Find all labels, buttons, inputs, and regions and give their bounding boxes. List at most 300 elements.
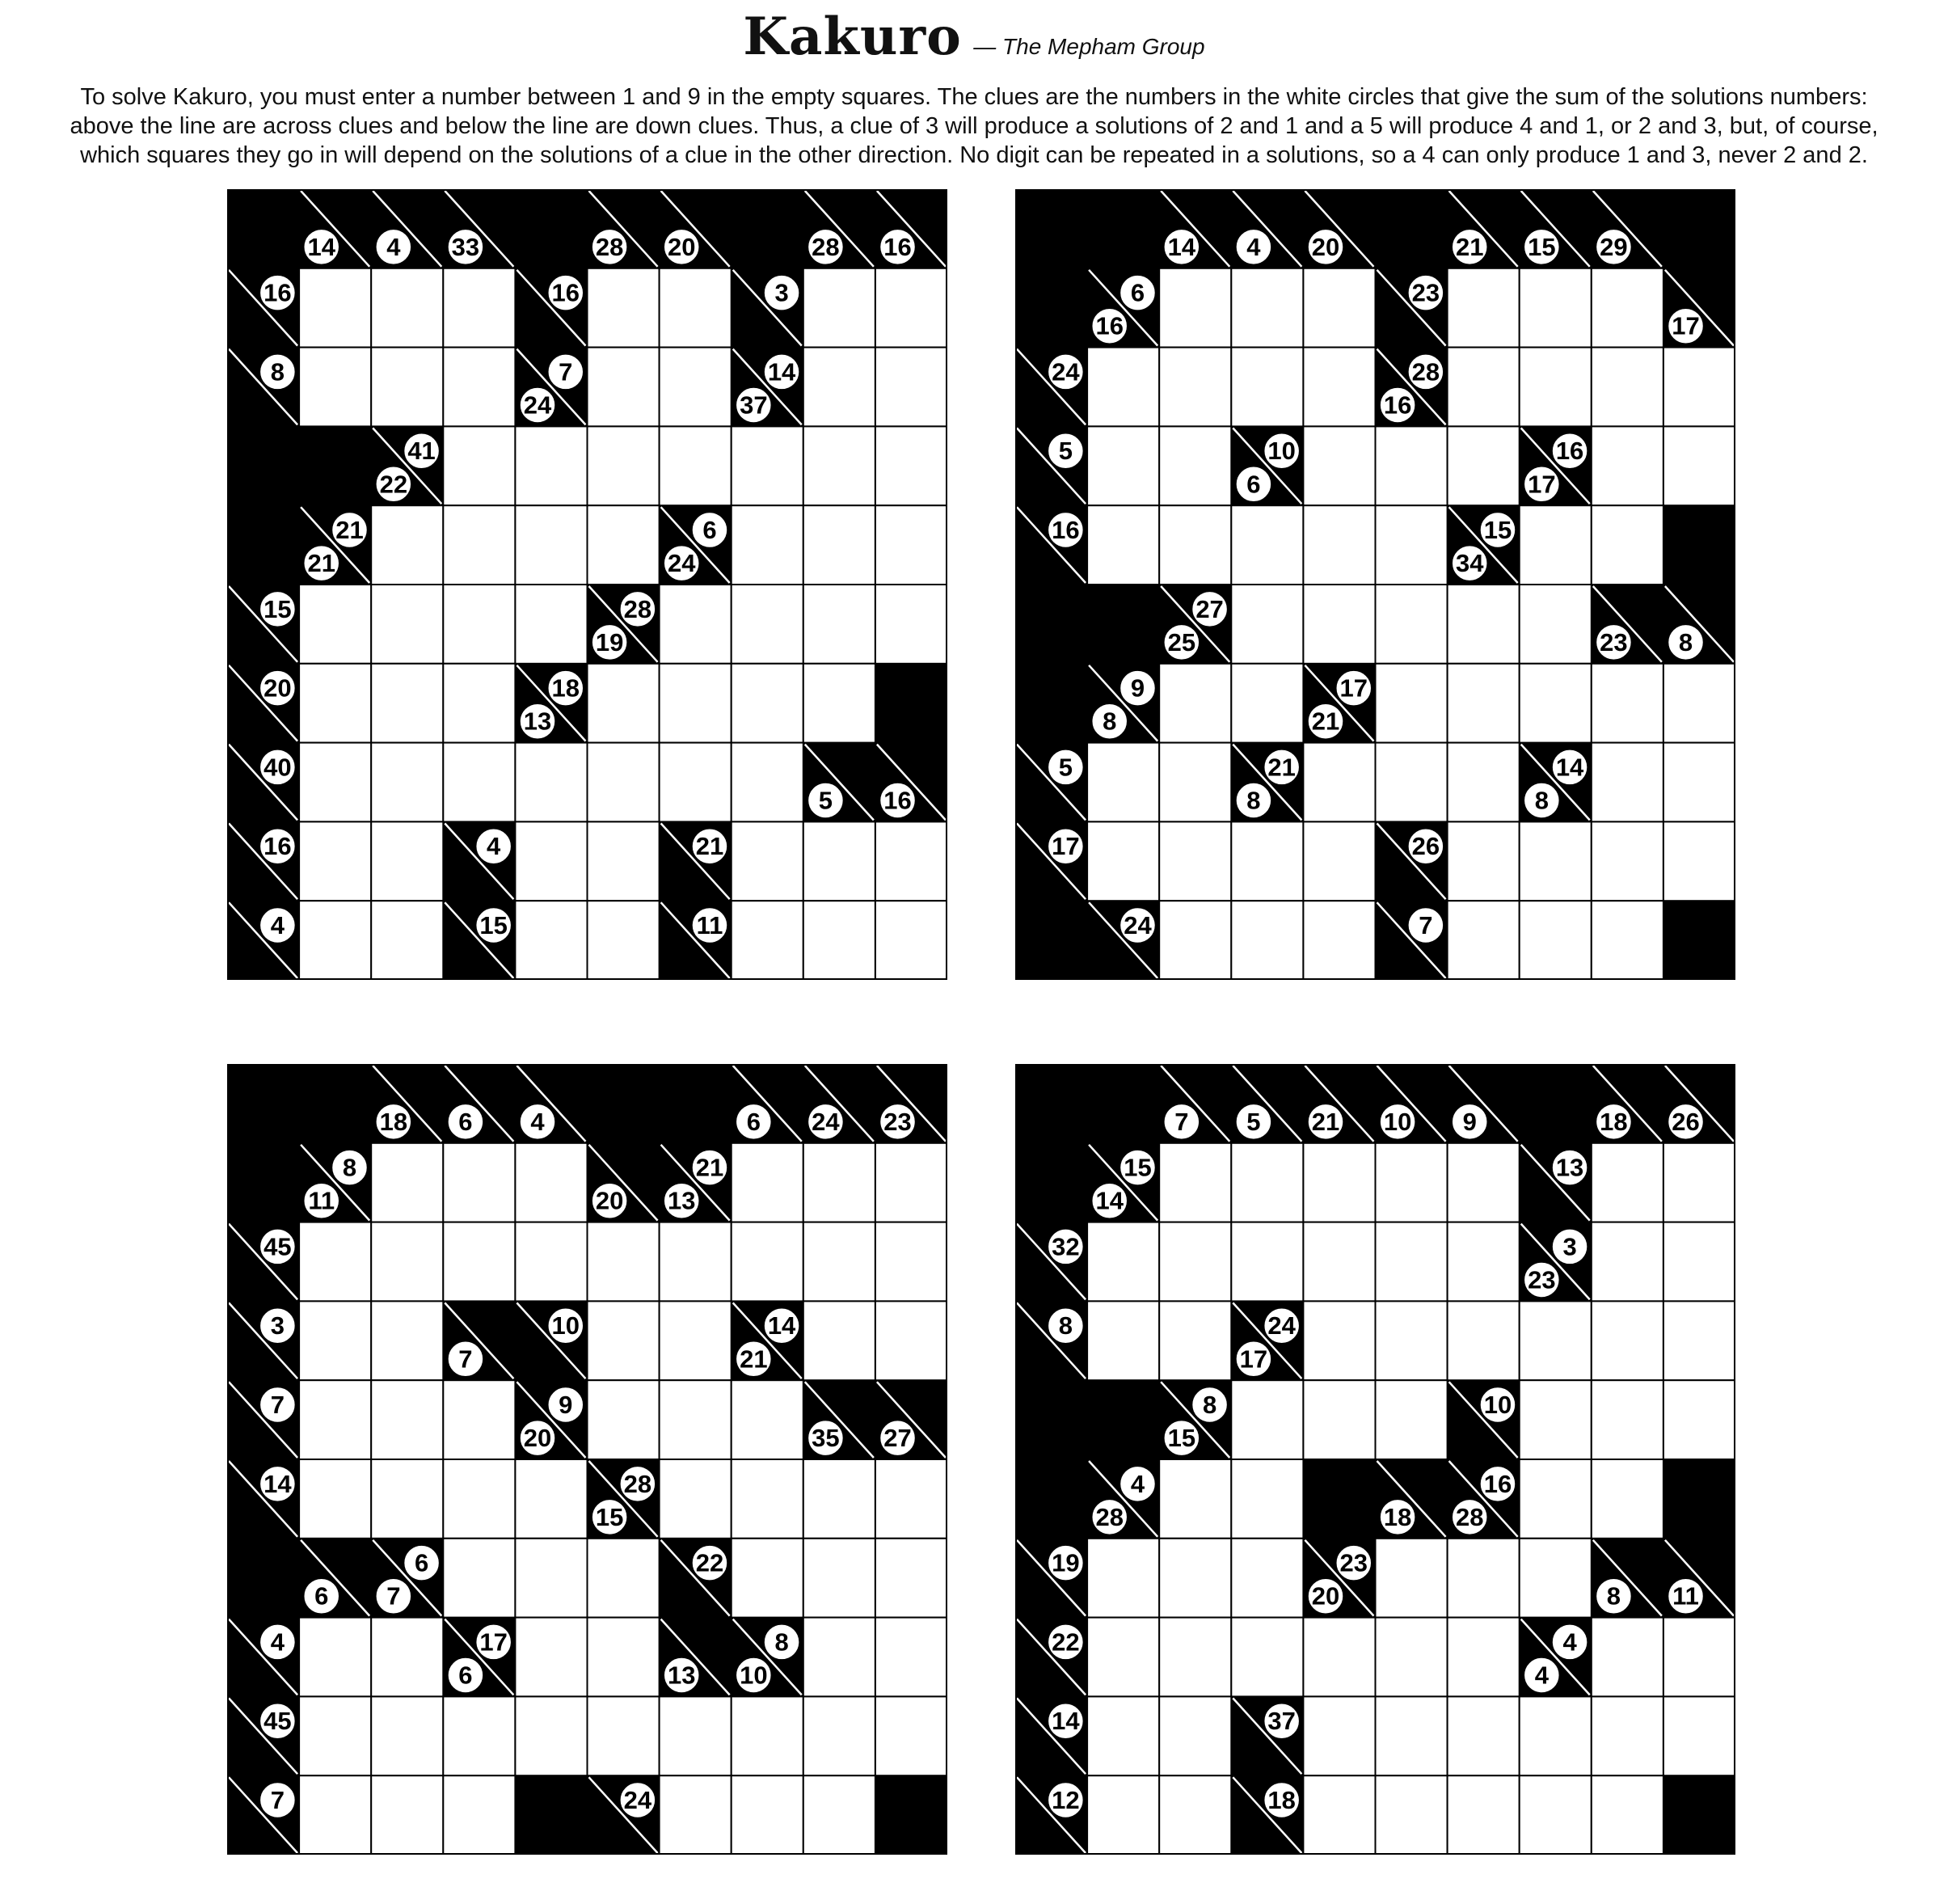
entry-cell-r5c4[interactable] <box>515 585 587 664</box>
entry-cell-r6c6[interactable] <box>1448 1539 1520 1618</box>
entry-cell-r4c2[interactable] <box>371 505 443 585</box>
entry-cell-r2c6[interactable] <box>1448 348 1520 427</box>
entry-cell-r9c8[interactable] <box>803 901 875 980</box>
entry-cell-r2c9[interactable] <box>1663 1222 1735 1302</box>
entry-cell-r4c7[interactable] <box>1520 1380 1592 1459</box>
entry-cell-r5c1[interactable] <box>299 585 371 664</box>
entry-cell-r7c5[interactable] <box>588 1618 660 1697</box>
across-clue-28 <box>1408 354 1444 390</box>
entry-cell-r8c2[interactable] <box>371 821 443 901</box>
entry-cell-r2c9[interactable] <box>875 348 947 427</box>
entry-cell-r1c4[interactable] <box>1303 268 1375 348</box>
entry-cell-r7c9[interactable] <box>1663 743 1735 822</box>
svg-text:7: 7 <box>559 357 573 386</box>
entry-cell-r3c8[interactable] <box>1592 426 1663 505</box>
entry-cell-r6c5[interactable] <box>1376 664 1448 743</box>
across-clue-7 <box>1408 908 1444 944</box>
entry-cell-r7c8[interactable] <box>1592 743 1663 822</box>
entry-cell-r3c7[interactable] <box>732 426 803 505</box>
entry-cell-r7c7[interactable] <box>732 743 803 822</box>
clue-cell-r0c8 <box>803 189 876 268</box>
entry-cell-r6c8[interactable] <box>1592 664 1663 743</box>
entry-cell-r3c4[interactable] <box>515 426 587 505</box>
entry-cell-r7c6[interactable] <box>1448 743 1520 822</box>
svg-text:17: 17 <box>1528 470 1556 499</box>
entry-cell-r6c5[interactable] <box>1376 1539 1448 1618</box>
entry-cell-r2c2[interactable] <box>1159 1222 1231 1302</box>
entry-cell-r1c6[interactable] <box>660 268 732 348</box>
entry-cell-r5c3[interactable] <box>443 1459 515 1539</box>
entry-cell-r9c1[interactable] <box>1087 1775 1159 1855</box>
svg-text:8: 8 <box>342 1153 357 1182</box>
entry-cell-r3c9[interactable] <box>875 1301 947 1380</box>
clue-cell-r7c3 <box>1231 743 1304 822</box>
entry-cell-r5c4[interactable] <box>1303 585 1375 664</box>
svg-text:17: 17 <box>1239 1345 1268 1374</box>
entry-cell-r5c6[interactable] <box>660 585 732 664</box>
entry-cell-r9c7[interactable] <box>1520 901 1592 980</box>
down-clue-20 <box>1308 229 1343 264</box>
entry-cell-r8c2[interactable] <box>371 1696 443 1775</box>
entry-cell-r1c8[interactable] <box>803 268 875 348</box>
entry-cell-r1c6[interactable] <box>1448 268 1520 348</box>
entry-cell-r5c6[interactable] <box>1448 585 1520 664</box>
entry-cell-r1c7[interactable] <box>732 1143 803 1222</box>
clue-cell-r6c2 <box>371 1539 444 1618</box>
entry-cell-r6c3[interactable] <box>1231 664 1303 743</box>
entry-cell-r8c2[interactable] <box>1159 1696 1231 1775</box>
kakuro-puzzle-3 <box>227 1064 947 1855</box>
blocked-cell-r0c0 <box>227 1064 300 1143</box>
entry-cell-r5c9[interactable] <box>875 585 947 664</box>
entry-cell-r8c9[interactable] <box>1663 821 1735 901</box>
entry-cell-r2c1[interactable] <box>1087 348 1159 427</box>
entry-cell-r5c8[interactable] <box>1592 1459 1663 1539</box>
entry-cell-r2c9[interactable] <box>1663 348 1735 427</box>
entry-cell-r2c9[interactable] <box>875 1222 947 1302</box>
entry-cell-r8c1[interactable] <box>1087 1696 1159 1775</box>
entry-cell-r3c1[interactable] <box>1087 1301 1159 1380</box>
clue-cell-r0c1 <box>299 189 372 268</box>
entry-cell-r7c6[interactable] <box>660 743 732 822</box>
across-clue-21 <box>692 1150 727 1185</box>
entry-cell-r6c2[interactable] <box>1159 664 1231 743</box>
entry-cell-r7c3[interactable] <box>1231 1618 1303 1697</box>
svg-text:45: 45 <box>264 1707 292 1736</box>
down-clue-21 <box>1308 1104 1343 1139</box>
svg-text:16: 16 <box>551 278 580 307</box>
clue-cell-r9c0 <box>1015 1775 1088 1855</box>
entry-cell-r9c5[interactable] <box>588 901 660 980</box>
entry-cell-r1c2[interactable] <box>371 1143 443 1222</box>
entry-cell-r5c3[interactable] <box>443 585 515 664</box>
entry-cell-r4c9[interactable] <box>1663 1380 1735 1459</box>
entry-cell-r3c3[interactable] <box>443 426 515 505</box>
svg-text:24: 24 <box>1052 357 1080 386</box>
entry-cell-r8c9[interactable] <box>875 1696 947 1775</box>
entry-cell-r3c9[interactable] <box>875 426 947 505</box>
entry-cell-r7c9[interactable] <box>875 1618 947 1697</box>
entry-cell-r6c2[interactable] <box>1159 1539 1231 1618</box>
entry-cell-r6c6[interactable] <box>1448 664 1520 743</box>
entry-cell-r8c7[interactable] <box>732 1696 803 1775</box>
entry-cell-r3c8[interactable] <box>1592 1301 1663 1380</box>
entry-cell-r3c7[interactable] <box>1520 1301 1592 1380</box>
entry-cell-r7c4[interactable] <box>1303 743 1375 822</box>
entry-cell-r1c9[interactable] <box>875 268 947 348</box>
down-clue-20 <box>1308 1578 1343 1614</box>
entry-cell-r1c3[interactable] <box>1231 1143 1303 1222</box>
entry-cell-r3c4[interactable] <box>1303 1301 1375 1380</box>
entry-cell-r5c7[interactable] <box>732 585 803 664</box>
entry-cell-r6c7[interactable] <box>732 664 803 743</box>
entry-cell-r2c3[interactable] <box>443 348 515 427</box>
entry-cell-r6c8[interactable] <box>803 1539 875 1618</box>
entry-cell-r5c7[interactable] <box>1520 585 1592 664</box>
entry-cell-r2c3[interactable] <box>1231 1222 1303 1302</box>
entry-cell-r2c4[interactable] <box>1303 348 1375 427</box>
entry-cell-r4c8[interactable] <box>1592 1380 1663 1459</box>
entry-cell-r4c2[interactable] <box>371 1380 443 1459</box>
entry-cell-r9c3[interactable] <box>443 1775 515 1855</box>
entry-cell-r2c4[interactable] <box>515 1222 587 1302</box>
entry-cell-r4c5[interactable] <box>588 505 660 585</box>
entry-cell-r8c8[interactable] <box>1592 1696 1663 1775</box>
entry-cell-r9c8[interactable] <box>1592 901 1663 980</box>
entry-cell-r8c7[interactable] <box>1520 821 1592 901</box>
entry-cell-r4c2[interactable] <box>1159 505 1231 585</box>
entry-cell-r9c7[interactable] <box>732 901 803 980</box>
svg-text:15: 15 <box>1528 232 1556 261</box>
clue-cell-r7c0 <box>1015 743 1088 822</box>
entry-cell-r5c2[interactable] <box>371 585 443 664</box>
entry-cell-r9c8[interactable] <box>1592 1775 1663 1855</box>
svg-text:14: 14 <box>1052 1707 1080 1736</box>
entry-cell-r8c4[interactable] <box>515 1696 587 1775</box>
entry-cell-r4c7[interactable] <box>732 505 803 585</box>
entry-cell-r9c7[interactable] <box>1520 1775 1592 1855</box>
entry-cell-r9c8[interactable] <box>803 1775 875 1855</box>
entry-cell-r8c1[interactable] <box>299 1696 371 1775</box>
entry-cell-r5c9[interactable] <box>875 1459 947 1539</box>
entry-cell-r5c7[interactable] <box>732 1459 803 1539</box>
entry-cell-r6c1[interactable] <box>1087 1539 1159 1618</box>
entry-cell-r5c4[interactable] <box>515 1459 587 1539</box>
entry-cell-r1c6[interactable] <box>1448 1143 1520 1222</box>
entry-cell-r4c6[interactable] <box>660 1380 732 1459</box>
entry-cell-r3c1[interactable] <box>299 1301 371 1380</box>
entry-cell-r7c2[interactable] <box>371 743 443 822</box>
entry-cell-r1c4[interactable] <box>1303 1143 1375 1222</box>
entry-cell-r1c2[interactable] <box>371 268 443 348</box>
entry-cell-r4c3[interactable] <box>443 1380 515 1459</box>
entry-cell-r8c5[interactable] <box>588 1696 660 1775</box>
entry-cell-r3c9[interactable] <box>1663 1301 1735 1380</box>
entry-cell-r8c3[interactable] <box>1231 821 1303 901</box>
entry-cell-r2c1[interactable] <box>1087 1222 1159 1302</box>
entry-cell-r7c3[interactable] <box>443 743 515 822</box>
kakuro-puzzle-1 <box>227 189 947 980</box>
entry-cell-r8c1[interactable] <box>1087 821 1159 901</box>
clue-cell-r0c3 <box>443 1064 516 1143</box>
entry-cell-r9c5[interactable] <box>1376 1775 1448 1855</box>
entry-cell-r7c5[interactable] <box>1376 743 1448 822</box>
entry-cell-r2c1[interactable] <box>299 348 371 427</box>
entry-cell-r9c2[interactable] <box>371 1775 443 1855</box>
svg-text:8: 8 <box>1246 786 1261 815</box>
entry-cell-r6c6[interactable] <box>660 664 732 743</box>
entry-cell-r4c5[interactable] <box>588 1380 660 1459</box>
entry-cell-r1c2[interactable] <box>1159 1143 1231 1222</box>
entry-cell-r5c5[interactable] <box>1376 585 1448 664</box>
clue-cell-r0c7 <box>1520 189 1592 268</box>
clue-cell-r2c0 <box>1015 1222 1088 1302</box>
entry-cell-r4c1[interactable] <box>299 1380 371 1459</box>
clue-cell-r6c1 <box>1087 664 1160 743</box>
entry-cell-r8c8[interactable] <box>1592 821 1663 901</box>
entry-cell-r3c5[interactable] <box>588 1301 660 1380</box>
entry-cell-r8c4[interactable] <box>1303 1696 1375 1775</box>
svg-text:28: 28 <box>595 232 624 261</box>
entry-cell-r9c9[interactable] <box>875 901 947 980</box>
entry-cell-r7c4[interactable] <box>515 1618 587 1697</box>
entry-cell-r5c2[interactable] <box>1159 1459 1231 1539</box>
entry-cell-r9c4[interactable] <box>1303 1775 1375 1855</box>
entry-cell-r4c3[interactable] <box>1231 505 1303 585</box>
entry-cell-r9c6[interactable] <box>1448 1775 1520 1855</box>
entry-cell-r4c4[interactable] <box>1303 1380 1375 1459</box>
clue-cell-r4c6 <box>660 505 732 585</box>
entry-cell-r1c3[interactable] <box>443 268 515 348</box>
entry-cell-r3c2[interactable] <box>371 1301 443 1380</box>
entry-cell-r6c3[interactable] <box>443 664 515 743</box>
entry-cell-r1c8[interactable] <box>803 1143 875 1222</box>
entry-cell-r1c5[interactable] <box>588 268 660 348</box>
entry-cell-r9c1[interactable] <box>299 1775 371 1855</box>
entry-cell-r8c7[interactable] <box>732 821 803 901</box>
entry-cell-r7c8[interactable] <box>1592 1618 1663 1697</box>
entry-cell-r5c1[interactable] <box>299 1459 371 1539</box>
entry-cell-r6c3[interactable] <box>1231 1539 1303 1618</box>
entry-cell-r7c2[interactable] <box>1159 1618 1231 1697</box>
entry-cell-r7c1[interactable] <box>299 1618 371 1697</box>
entry-cell-r8c7[interactable] <box>1520 1696 1592 1775</box>
entry-cell-r7c5[interactable] <box>588 743 660 822</box>
svg-text:20: 20 <box>667 232 696 261</box>
entry-cell-r3c8[interactable] <box>803 426 875 505</box>
entry-cell-r1c1[interactable] <box>299 268 371 348</box>
entry-cell-r2c2[interactable] <box>1159 348 1231 427</box>
entry-cell-r2c7[interactable] <box>732 1222 803 1302</box>
entry-cell-r3c2[interactable] <box>1159 426 1231 505</box>
entry-cell-r7c1[interactable] <box>1087 1618 1159 1697</box>
entry-cell-r7c2[interactable] <box>1159 743 1231 822</box>
across-clue-17 <box>1336 670 1372 706</box>
entry-cell-r6c1[interactable] <box>299 664 371 743</box>
entry-cell-r1c9[interactable] <box>875 1143 947 1222</box>
entry-cell-r1c9[interactable] <box>1663 1143 1735 1222</box>
entry-cell-r2c1[interactable] <box>299 1222 371 1302</box>
entry-cell-r1c7[interactable] <box>1520 268 1592 348</box>
entry-cell-r2c3[interactable] <box>443 1222 515 1302</box>
entry-cell-r7c6[interactable] <box>1448 1618 1520 1697</box>
entry-cell-r8c3[interactable] <box>443 1696 515 1775</box>
entry-cell-r8c6[interactable] <box>1448 821 1520 901</box>
entry-cell-r2c5[interactable] <box>1376 1222 1448 1302</box>
entry-cell-r4c4[interactable] <box>515 505 587 585</box>
clue-cell-r3c0 <box>1015 1301 1088 1380</box>
entry-cell-r4c7[interactable] <box>732 1380 803 1459</box>
svg-text:7: 7 <box>1419 911 1433 940</box>
entry-cell-r8c9[interactable] <box>1663 1696 1735 1775</box>
down-clue-6 <box>736 1104 771 1139</box>
entry-cell-r2c4[interactable] <box>1303 1222 1375 1302</box>
entry-cell-r6c5[interactable] <box>588 1539 660 1618</box>
entry-cell-r7c1[interactable] <box>1087 743 1159 822</box>
entry-cell-r5c3[interactable] <box>1231 585 1303 664</box>
entry-cell-r8c4[interactable] <box>515 821 587 901</box>
entry-cell-r8c4[interactable] <box>1303 821 1375 901</box>
down-clue-13 <box>520 703 555 739</box>
entry-cell-r6c9[interactable] <box>1663 664 1735 743</box>
entry-cell-r5c6[interactable] <box>660 1459 732 1539</box>
entry-cell-r6c3[interactable] <box>443 1539 515 1618</box>
down-clue-6 <box>448 1657 483 1693</box>
svg-text:20: 20 <box>595 1186 624 1215</box>
entry-cell-r6c5[interactable] <box>588 664 660 743</box>
entry-cell-r4c5[interactable] <box>1376 505 1448 585</box>
clue-cell-r0c6 <box>660 189 732 268</box>
svg-text:9: 9 <box>1462 1107 1477 1136</box>
entry-cell-r2c8[interactable] <box>1592 348 1663 427</box>
entry-cell-r8c5[interactable] <box>588 821 660 901</box>
blocked-cell-r6c0 <box>227 1539 300 1618</box>
entry-cell-r4c3[interactable] <box>1231 1380 1303 1459</box>
entry-cell-r3c2[interactable] <box>1159 1301 1231 1380</box>
entry-cell-r7c1[interactable] <box>299 743 371 822</box>
down-clue-11 <box>1668 1578 1704 1614</box>
entry-cell-r4c7[interactable] <box>1520 505 1592 585</box>
down-clue-10 <box>736 1657 771 1693</box>
entry-cell-r1c5[interactable] <box>1376 1143 1448 1222</box>
entry-cell-r4c8[interactable] <box>1592 505 1663 585</box>
entry-cell-r3c4[interactable] <box>1303 426 1375 505</box>
entry-cell-r6c9[interactable] <box>875 1539 947 1618</box>
entry-cell-r6c4[interactable] <box>515 1539 587 1618</box>
entry-cell-r5c8[interactable] <box>803 585 875 664</box>
entry-cell-r3c6[interactable] <box>660 426 732 505</box>
entry-cell-r4c8[interactable] <box>803 505 875 585</box>
entry-cell-r3c1[interactable] <box>1087 426 1159 505</box>
entry-cell-r9c6[interactable] <box>660 1775 732 1855</box>
entry-cell-r4c5[interactable] <box>1376 1380 1448 1459</box>
entry-cell-r8c9[interactable] <box>875 821 947 901</box>
entry-cell-r6c2[interactable] <box>371 664 443 743</box>
entry-cell-r8c5[interactable] <box>1376 1696 1448 1775</box>
entry-cell-r5c8[interactable] <box>803 1459 875 1539</box>
entry-cell-r5c3[interactable] <box>1231 1459 1303 1539</box>
entry-cell-r3c6[interactable] <box>660 1301 732 1380</box>
entry-cell-r9c4[interactable] <box>515 901 587 980</box>
entry-cell-r2c6[interactable] <box>1448 1222 1520 1302</box>
entry-cell-r2c8[interactable] <box>803 1222 875 1302</box>
entry-cell-r1c2[interactable] <box>1159 268 1231 348</box>
entry-cell-r9c2[interactable] <box>371 901 443 980</box>
entry-cell-r2c7[interactable] <box>1520 348 1592 427</box>
entry-cell-r9c3[interactable] <box>1231 901 1303 980</box>
entry-cell-r7c2[interactable] <box>371 1618 443 1697</box>
entry-cell-r7c4[interactable] <box>515 743 587 822</box>
entry-cell-r9c6[interactable] <box>1448 901 1520 980</box>
entry-cell-r5c2[interactable] <box>371 1459 443 1539</box>
entry-cell-r6c7[interactable] <box>1520 1539 1592 1618</box>
entry-cell-r7c5[interactable] <box>1376 1618 1448 1697</box>
entry-cell-r9c2[interactable] <box>1159 901 1231 980</box>
entry-cell-r8c2[interactable] <box>1159 821 1231 901</box>
entry-cell-r4c4[interactable] <box>1303 505 1375 585</box>
entry-cell-r2c6[interactable] <box>660 348 732 427</box>
entry-cell-r7c4[interactable] <box>1303 1618 1375 1697</box>
entry-cell-r6c8[interactable] <box>803 664 875 743</box>
entry-cell-r7c8[interactable] <box>803 1618 875 1697</box>
entry-cell-r2c8[interactable] <box>803 348 875 427</box>
entry-cell-r5c7[interactable] <box>1520 1459 1592 1539</box>
entry-cell-r9c4[interactable] <box>1303 901 1375 980</box>
clue-cell-r9c5 <box>1376 901 1448 980</box>
entry-cell-r2c5[interactable] <box>588 1222 660 1302</box>
entry-cell-r7c9[interactable] <box>1663 1618 1735 1697</box>
entry-cell-r8c8[interactable] <box>803 1696 875 1775</box>
entry-cell-r4c1[interactable] <box>1087 505 1159 585</box>
entry-cell-r6c7[interactable] <box>1520 664 1592 743</box>
svg-text:28: 28 <box>1095 1502 1124 1531</box>
entry-cell-r1c4[interactable] <box>515 1143 587 1222</box>
blocked-cell-r1c0 <box>1015 1143 1088 1222</box>
svg-text:21: 21 <box>1455 232 1484 261</box>
entry-cell-r2c3[interactable] <box>1231 348 1303 427</box>
svg-text:4: 4 <box>1562 1627 1577 1657</box>
entry-cell-r9c2[interactable] <box>1159 1775 1231 1855</box>
entry-cell-r4c3[interactable] <box>443 505 515 585</box>
clue-cell-r0c2 <box>371 189 444 268</box>
entry-cell-r3c5[interactable] <box>1376 426 1448 505</box>
entry-cell-r8c6[interactable] <box>660 1696 732 1775</box>
entry-cell-r3c5[interactable] <box>588 426 660 505</box>
entry-cell-r3c8[interactable] <box>803 1301 875 1380</box>
entry-cell-r2c8[interactable] <box>1592 1222 1663 1302</box>
entry-cell-r1c8[interactable] <box>1592 1143 1663 1222</box>
entry-cell-r9c7[interactable] <box>732 1775 803 1855</box>
entry-cell-r9c1[interactable] <box>299 901 371 980</box>
entry-cell-r2c2[interactable] <box>371 348 443 427</box>
entry-cell-r3c6[interactable] <box>1448 1301 1520 1380</box>
entry-cell-r1c8[interactable] <box>1592 268 1663 348</box>
entry-cell-r2c6[interactable] <box>660 1222 732 1302</box>
entry-cell-r1c3[interactable] <box>443 1143 515 1222</box>
entry-cell-r6c7[interactable] <box>732 1539 803 1618</box>
entry-cell-r2c2[interactable] <box>371 1222 443 1302</box>
entry-cell-r1c3[interactable] <box>1231 268 1303 348</box>
entry-cell-r2c5[interactable] <box>588 348 660 427</box>
across-clue-7 <box>259 1783 295 1818</box>
entry-cell-r4c9[interactable] <box>875 505 947 585</box>
entry-cell-r8c1[interactable] <box>299 821 371 901</box>
entry-cell-r3c5[interactable] <box>1376 1301 1448 1380</box>
entry-cell-r3c6[interactable] <box>1448 426 1520 505</box>
entry-cell-r3c9[interactable] <box>1663 426 1735 505</box>
entry-cell-r8c8[interactable] <box>803 821 875 901</box>
entry-cell-r8c6[interactable] <box>1448 1696 1520 1775</box>
